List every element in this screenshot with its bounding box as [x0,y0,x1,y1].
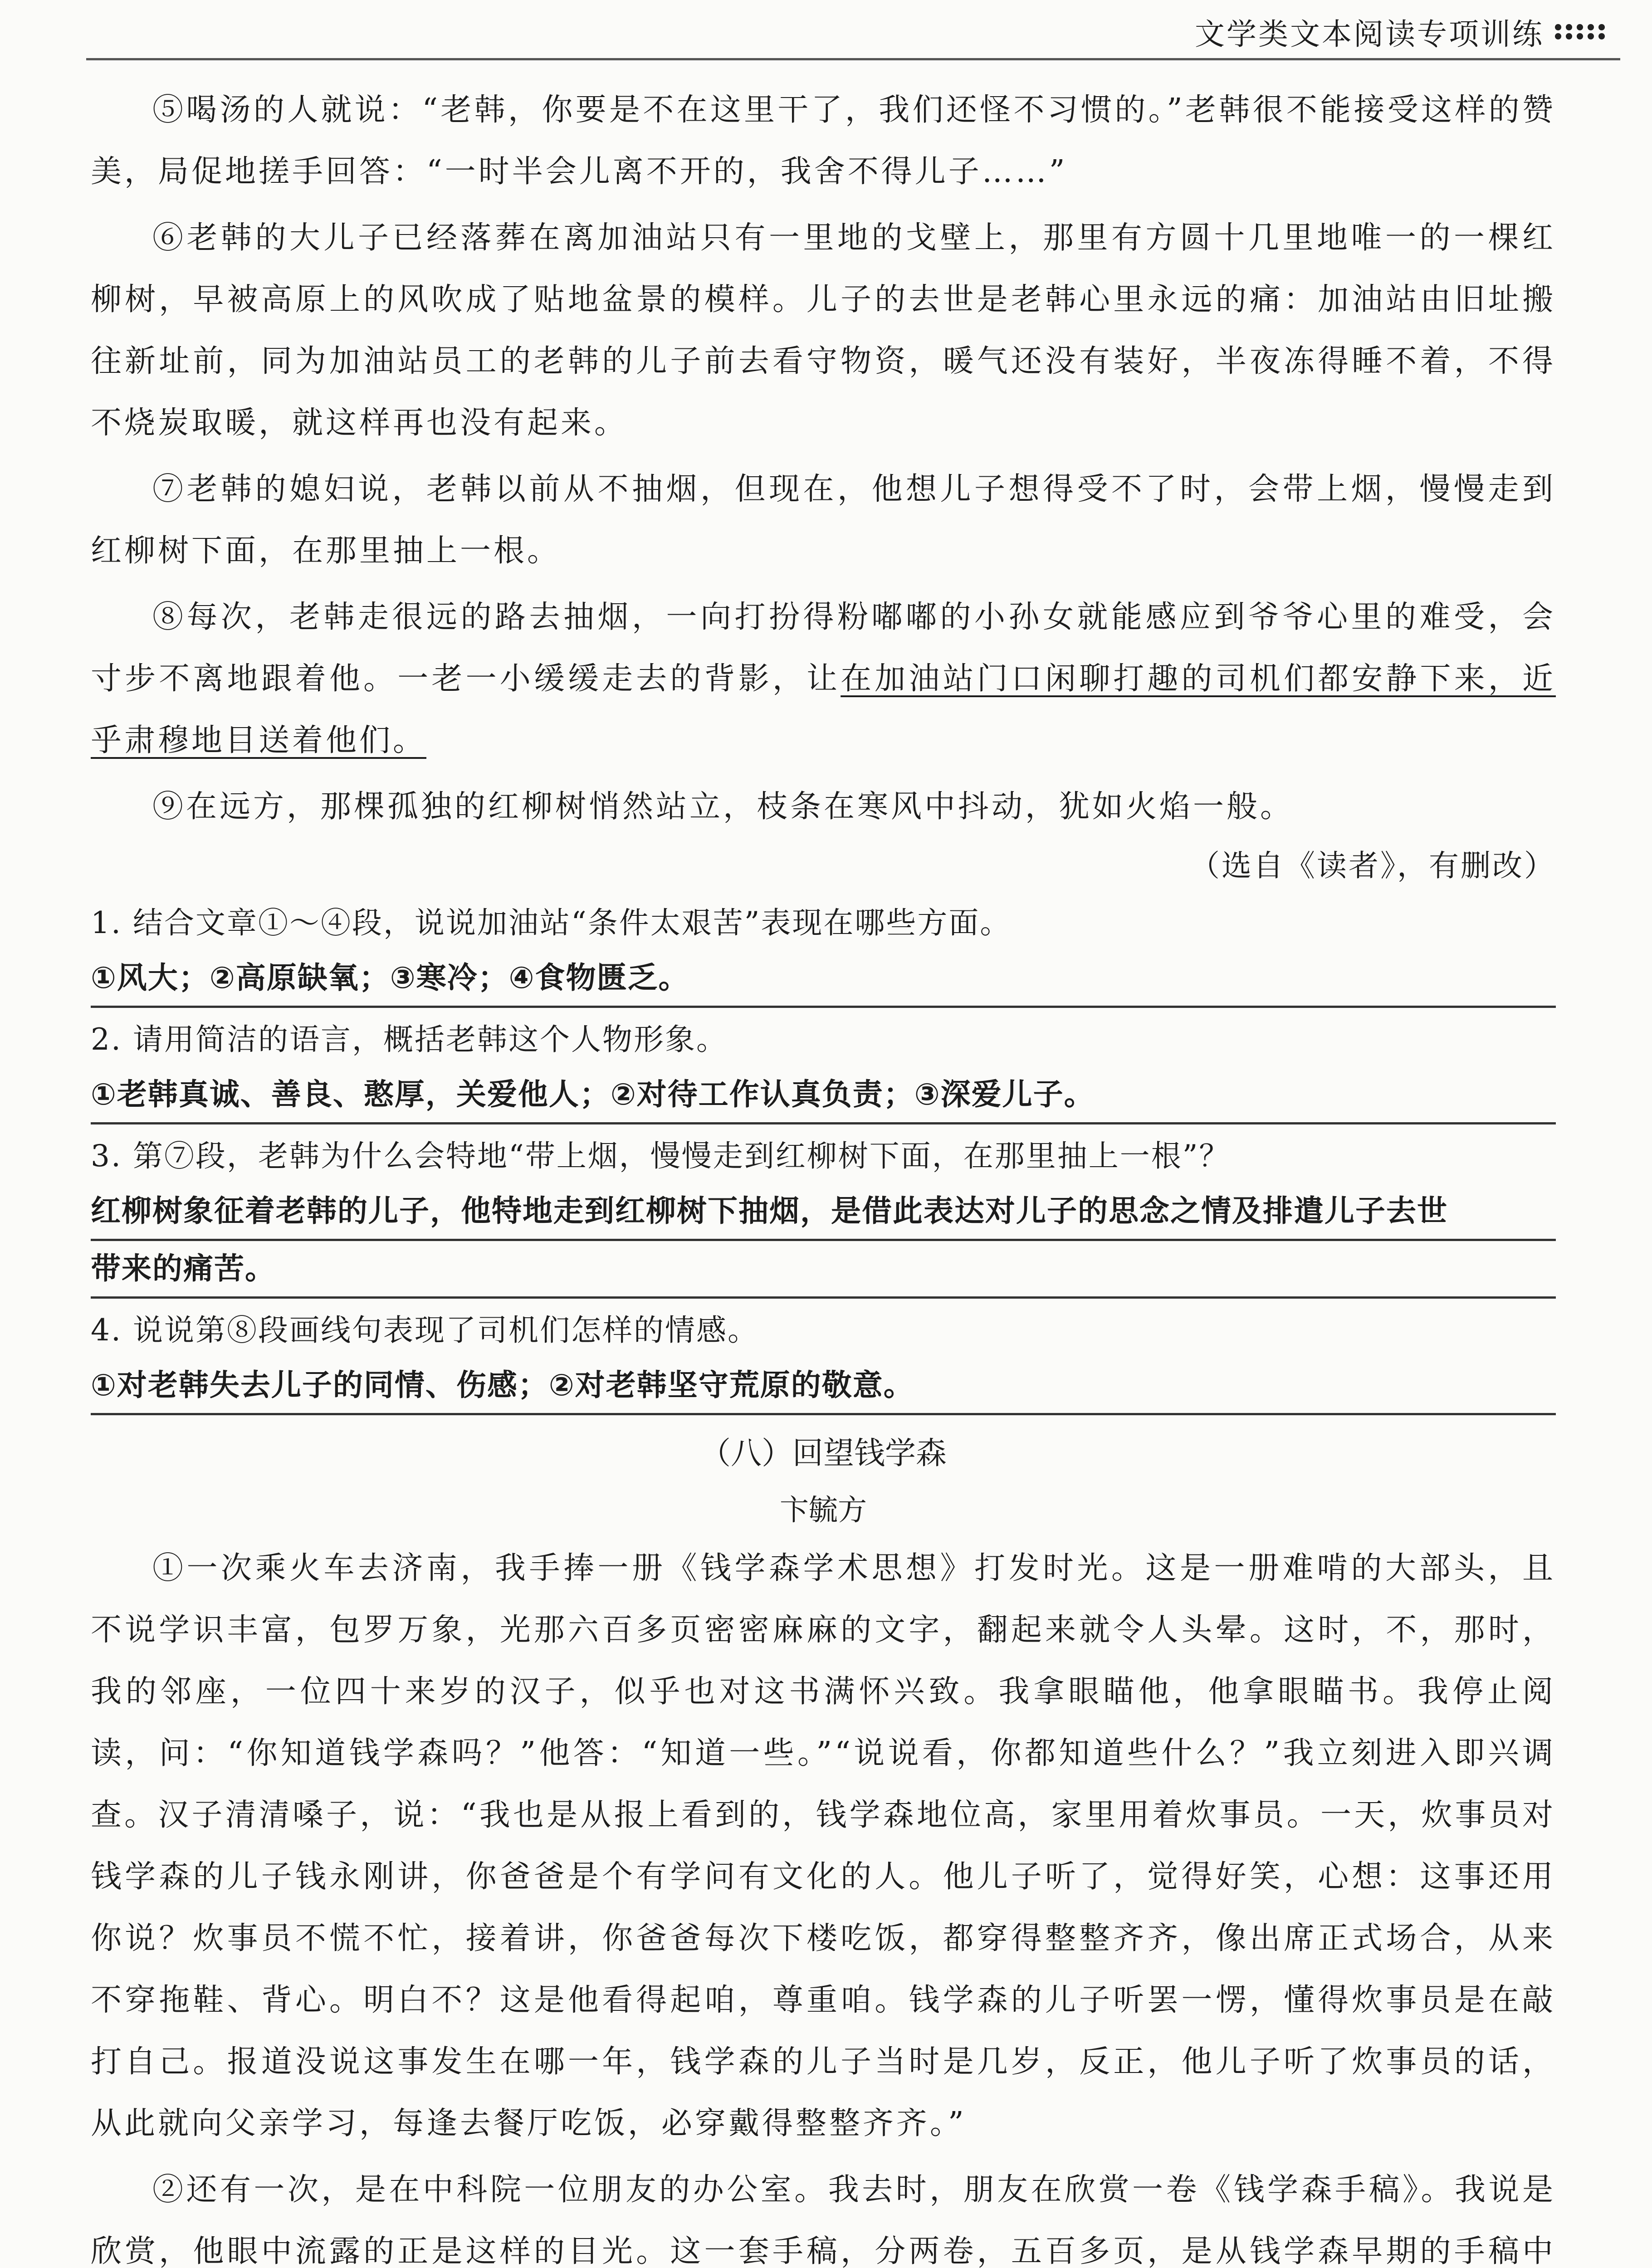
underlined-sentence: 在加油站门口闲聊打趣的司机们都安静下来，近乎肃穆地目送着他们。 [91,661,1556,758]
article-paragraph-1: ①一次乘火车去济南，我手捧一册《钱学森学术思想》打发时光。这是一册难啃的大部头，且不说学识丰富，包罗万象，光那六百多页密密麻麻的文字，翻起来就令人头晕。这时，不，那时，我的邻座，一位四十来岁的汉子，似乎也对这书满怀兴致。我拿眼瞄他，他拿眼瞄书。我停止阅读，问：“你知道钱学森吗？”他答：“知道一些。”“说说看，你都知道些什么？”我立刻进入即兴调查。汉子清清嗓子，说：“我也是从报上看到的，钱学森地位高，家里用着炊事员。一天，炊事员对钱学森的儿子钱永刚讲，你爸爸是个有学问有文化的人。他儿子听了，觉得好笑，心想：这事还用你说？炊事员不慌不忙，接着讲，你爸爸每次下楼吃饭，都穿得整整齐齐，像出席正式场合，从来不穿拖鞋、背心。明白不？这是他看得起咱，尊重咱。钱学森的儿子听罢一愣，懂得炊事员是在敲打自己。报道没说这事发生在哪一年，钱学森的儿子当时是几岁，反正，他儿子听了炊事员的话，从此就向父亲学习，每逢去餐厅吃饭，必穿戴得整整齐齐。” [91,1550,1556,2141]
paragraph-8 [91,587,1556,772]
header-title: 文学类文本阅读专项训练 [1195,17,1544,52]
page-content [91,79,1556,2268]
article-author: 卞毓方 [780,1494,867,1527]
paragraph-8-text: ⑧每次，老韩走很远的路去抽烟，一向打扮得粉嘟嘟的小孙女就能感应到爷爷心里的难受，会寸步不离地跟着他。一老一小缓缓走去的背影，让 [91,599,1556,697]
question-1-text: 1. 结合文章①～④段，说说加油站“条件太艰苦”表现在哪些方面。 [91,905,1012,940]
question-2-text: 2. 请用简洁的语言，概括老韩这个人物形象。 [91,1022,728,1057]
question-1 [91,896,1556,1008]
header-rule [86,58,1620,60]
answer-1 [91,950,1556,1008]
source-note: （选自《读者》，有删改） [1190,848,1556,883]
answer-4-line: ①对老韩失去儿子的同情、伤感；②对老韩坚守荒原的敬意。 [91,1358,1556,1415]
answer-2 [91,1067,1556,1124]
article-title: （八）回望钱学森 [699,1436,947,1471]
question-4-text: 4. 说说第⑧段画线句表现了司机们怎样的情感。 [91,1313,759,1348]
answer-1-line: ①风大；②高原缺氧；③寒冷；④食物匮乏。 [91,950,1556,1008]
answer-3 [91,1183,1556,1299]
article-paragraph-2: ②还有一次，是在中科院一位朋友的办公室。我去时，朋友在欣赏一卷《钱学森手稿》。我说是欣赏，他眼中流露的正是这样的目光。这一套手稿，分两卷，五百多页，是从钱学森早期的手稿中 [91,2172,1556,2268]
answer-2-line: ①老韩真诚、善良、憨厚，关爱他人；②对待工作认真负责；③深爱儿子。 [91,1067,1556,1124]
answer-3-line-1: 红柳树象征着老韩的儿子，他特地走到红柳树下抽烟，是借此表达对儿子的思念之情及排遣儿子去世 [91,1183,1556,1241]
paragraph-5: ⑤喝汤的人就说：“老韩，你要是不在这里干了，我们还怪不习惯的。”老韩很不能接受这样的赞美，局促地搓手回答：“一时半会儿离不开的，我舍不得儿子……” [91,92,1556,190]
paragraph-7: ⑦老韩的媳妇说，老韩以前从不抽烟，但现在，他想儿子想得受不了时，会带上烟，慢慢走到红柳树下面，在那里抽上一根。 [91,471,1556,569]
header-dots-icon [1555,24,1607,39]
answer-4 [91,1358,1556,1415]
question-3 [91,1129,1556,1299]
question-2 [91,1012,1556,1124]
paragraph-6: ⑥老韩的大儿子已经落葬在离加油站只有一里地的戈壁上，那里有方圆十几里地唯一的一棵红柳树，早被高原上的风吹成了贴地盆景的模样。儿子的去世是老韩心里永远的痛：加油站由旧址搬往新址前，同为加油站员工的老韩的儿子前去看守物资，暖气还没有装好，半夜冻得睡不着，不得不烧炭取暖，就这样再也没有起来。 [91,220,1556,441]
paragraph-9: ⑨在远方，那棵孤独的红柳树悄然站立，枝条在寒风中抖动，犹如火焰一般。 [152,789,1294,825]
running-header [1195,10,1607,53]
question-3-text: 3. 第⑦段，老韩为什么会特地“带上烟，慢慢走到红柳树下面，在那里抽上一根”？ [91,1139,1231,1173]
question-4 [91,1303,1556,1415]
answer-3-line-2: 带来的痛苦。 [91,1241,1556,1299]
